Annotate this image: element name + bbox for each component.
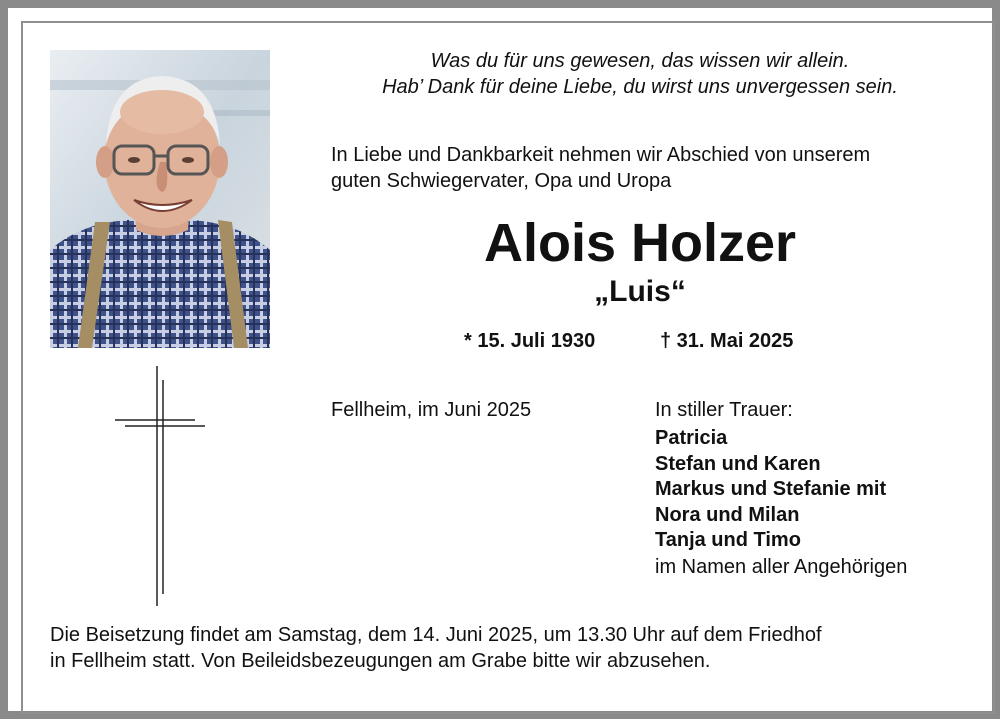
memorial-verse — [300, 48, 980, 100]
place-and-date: Fellheim, im Juni 2025 — [331, 399, 532, 421]
mourner-name: Nora und Milan — [655, 503, 800, 526]
mourner-name: Tanja und Timo — [655, 529, 801, 551]
funeral-line-1: Die Beisetzung findet am Samstag, dem 14. Juni 2025, um 13.30 Uhr auf dem Friedhof — [50, 624, 822, 646]
verse-line-1: Was du für uns gewesen, das wissen wir allein. — [430, 50, 850, 72]
mourner-name: Stefan und Karen — [655, 452, 821, 475]
verse-line-2: Hab’ Dank für deine Liebe, du wirst uns unvergessen sein. — [382, 76, 898, 98]
mourner-name: Markus und Stefanie mit — [655, 478, 887, 500]
death-date: † 31. Mai 2025 — [660, 330, 794, 352]
deceased-nickname: „Luis“ — [594, 275, 686, 308]
cross-icon — [115, 366, 207, 613]
funeral-notice — [50, 622, 970, 674]
intro-line-2: guten Schwiegervater, Opa und Uropa — [331, 170, 672, 192]
portrait-photo — [50, 50, 270, 348]
mourning-heading: In stiller Trauer: — [655, 399, 793, 421]
deceased-name: Alois Holzer — [483, 213, 797, 273]
birth-date: * 15. Juli 1930 — [464, 330, 596, 352]
mourning-footer: im Namen aller Angehörigen — [655, 556, 908, 578]
funeral-line-2: in Fellheim statt. Von Beileidsbezeugungen am Grabe bitte wir abzusehen. — [50, 650, 711, 672]
intro-text — [331, 142, 971, 194]
mourner-name: Patricia — [655, 427, 728, 449]
intro-line-1: In Liebe und Dankbarkeit nehmen wir Abschied von unserem — [331, 144, 871, 166]
mourners-list — [655, 426, 886, 554]
